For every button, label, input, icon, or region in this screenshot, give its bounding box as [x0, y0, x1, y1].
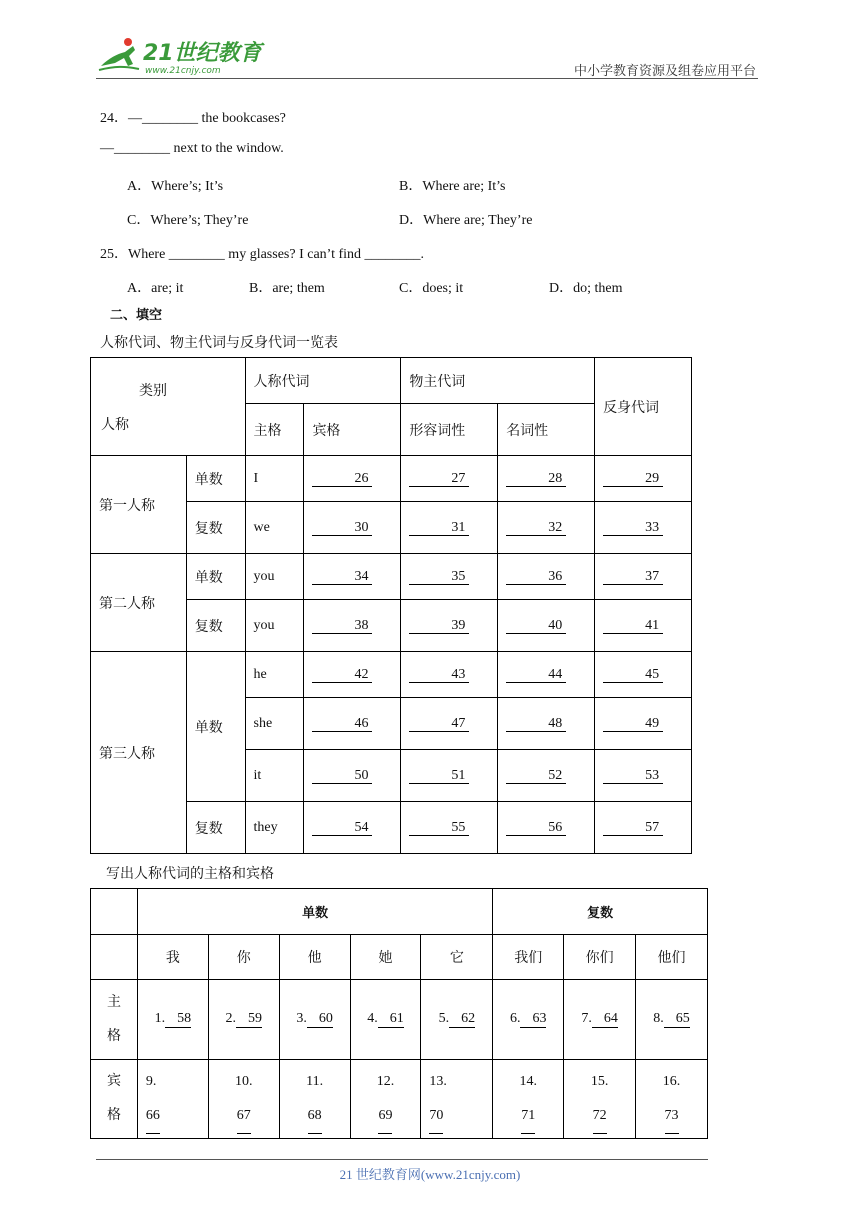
- obj-cell: 11. 68: [279, 1060, 350, 1139]
- nom-cell: 8. 65: [636, 980, 708, 1060]
- nom-cell: 3. 60: [279, 980, 350, 1060]
- q24-line1: 24．—________ the bookcases?: [100, 111, 286, 126]
- pronoun-word: you: [245, 600, 304, 652]
- row-label-objective: 宾 格: [91, 1060, 138, 1139]
- number-label: 复数: [186, 502, 245, 554]
- table2-caption: 写出人称代词的主格和宾格: [106, 867, 274, 882]
- blank: 32: [506, 520, 566, 536]
- number-label: 复数: [186, 802, 245, 854]
- header-possessive: 物主代词: [401, 358, 595, 404]
- pronoun-table: [90, 357, 692, 854]
- word-cell: 你们: [564, 935, 636, 980]
- q24-option-d: D．Where are; They’re: [399, 213, 533, 228]
- obj-cell: 16. 73: [636, 1060, 708, 1139]
- blank: 29: [603, 471, 663, 487]
- pronoun-word: they: [245, 802, 304, 854]
- header-objective: 宾格: [304, 404, 401, 456]
- blank: 53: [603, 768, 663, 784]
- obj-cell: 9. 66: [137, 1060, 208, 1139]
- row-label-nominative: 主 格: [91, 980, 138, 1060]
- number-label: 单数: [186, 652, 245, 802]
- blank: 56: [506, 820, 566, 836]
- table-row: [91, 456, 692, 502]
- blank: 43: [409, 667, 469, 683]
- blank: 27: [409, 471, 469, 487]
- header-personal: 人称代词: [245, 358, 401, 404]
- blank: 26: [312, 471, 372, 487]
- blank: 46: [312, 716, 372, 732]
- table1-caption: 人称代词、物主代词与反身代词一览表: [100, 336, 338, 351]
- number-label: 复数: [186, 600, 245, 652]
- blank: 39: [409, 618, 469, 634]
- header-noun: 名词性: [498, 404, 595, 456]
- blank: 44: [506, 667, 566, 683]
- obj-cell: 12. 69: [350, 1060, 421, 1139]
- blank: 36: [506, 569, 566, 585]
- number-label: 单数: [186, 554, 245, 600]
- nom-cell: 2. 59: [208, 980, 279, 1060]
- blank: 40: [506, 618, 566, 634]
- nom-cell: 7. 64: [564, 980, 636, 1060]
- q24-option-a: A．Where’s; It’s: [127, 179, 224, 194]
- header-divider: [96, 78, 758, 79]
- pronoun-word: it: [245, 750, 304, 802]
- person-third: 第三人称: [91, 652, 187, 854]
- q25-option-a: A．are; it: [127, 281, 184, 296]
- header-adjective: 形容词性: [401, 404, 498, 456]
- blank: 51: [409, 768, 469, 784]
- header-plural: 复数: [493, 889, 708, 935]
- nom-cell: 5. 62: [421, 980, 493, 1060]
- word-cell: 你: [208, 935, 279, 980]
- obj-cell: 14. 71: [493, 1060, 564, 1139]
- table2-corner: [91, 889, 138, 935]
- obj-cell: 15. 72: [564, 1060, 636, 1139]
- pronoun-word: we: [245, 502, 304, 554]
- q25-option-d: D．do; them: [549, 281, 623, 296]
- header-singular: 单数: [137, 889, 492, 935]
- table-row: [91, 1060, 708, 1139]
- blank: 41: [603, 618, 663, 634]
- footer-link[interactable]: 21 世纪教育网(www.21cnjy.com): [339, 1167, 521, 1182]
- blank-cell: [91, 935, 138, 980]
- person-second: 第二人称: [91, 554, 187, 652]
- obj-cell: 13. 70: [421, 1060, 493, 1139]
- q25-line1: 25．Where ________ my glasses? I can’t find ________.: [100, 247, 425, 262]
- pronoun-word: I: [245, 456, 304, 502]
- runner-logo-icon: [95, 36, 265, 78]
- blank: 31: [409, 520, 469, 536]
- blank: 57: [603, 820, 663, 836]
- obj-cell: 10. 67: [208, 1060, 279, 1139]
- nom-cell: 6. 63: [493, 980, 564, 1060]
- footer-divider: [96, 1159, 708, 1160]
- blank: 50: [312, 768, 372, 784]
- q25-option-b: B．are; them: [249, 281, 325, 296]
- header-nominative: 主格: [245, 404, 304, 456]
- case-table: [90, 888, 708, 1139]
- site-logo: [95, 36, 265, 78]
- table1-corner: [91, 358, 246, 456]
- logo-url: www.21cnjy.com: [145, 66, 221, 76]
- nom-cell: 4. 61: [350, 980, 421, 1060]
- q24-option-b: B．Where are; It’s: [399, 179, 506, 194]
- table-row: [91, 652, 692, 698]
- q24-option-c: C．Where’s; They’re: [127, 213, 249, 228]
- blank: 47: [409, 716, 469, 732]
- corner-person: 人称: [101, 418, 129, 433]
- nom-cell: 1. 58: [137, 980, 208, 1060]
- word-cell: 它: [421, 935, 493, 980]
- header-platform-name: 中小学教育资源及组卷应用平台: [573, 63, 756, 78]
- pronoun-word: she: [245, 698, 304, 750]
- blank: 55: [409, 820, 469, 836]
- blank: 30: [312, 520, 372, 536]
- blank: 54: [312, 820, 372, 836]
- number-label: 单数: [186, 456, 245, 502]
- word-cell: 他: [279, 935, 350, 980]
- blank: 28: [506, 471, 566, 487]
- logo-text: 21世纪教育: [143, 41, 262, 66]
- pronoun-word: he: [245, 652, 304, 698]
- person-first: 第一人称: [91, 456, 187, 554]
- blank: 48: [506, 716, 566, 732]
- word-cell: 她: [350, 935, 421, 980]
- table-row: [91, 980, 708, 1060]
- table-row: [91, 554, 692, 600]
- blank: 37: [603, 569, 663, 585]
- blank: 34: [312, 569, 372, 585]
- blank: 49: [603, 716, 663, 732]
- blank: 33: [603, 520, 663, 536]
- blank: 52: [506, 768, 566, 784]
- word-cell: 我: [137, 935, 208, 980]
- word-cell: 他们: [636, 935, 708, 980]
- word-cell: 我们: [493, 935, 564, 980]
- pronoun-word: you: [245, 554, 304, 600]
- header-reflexive: 反身代词: [595, 358, 692, 456]
- blank: 42: [312, 667, 372, 683]
- q24-line2: —________ next to the window.: [100, 141, 284, 156]
- corner-category: 类别: [139, 384, 167, 399]
- blank: 35: [409, 569, 469, 585]
- section-title: 二、填空: [110, 308, 163, 323]
- blank: 38: [312, 618, 372, 634]
- q25-option-c: C．does; it: [399, 281, 464, 296]
- blank: 45: [603, 667, 663, 683]
